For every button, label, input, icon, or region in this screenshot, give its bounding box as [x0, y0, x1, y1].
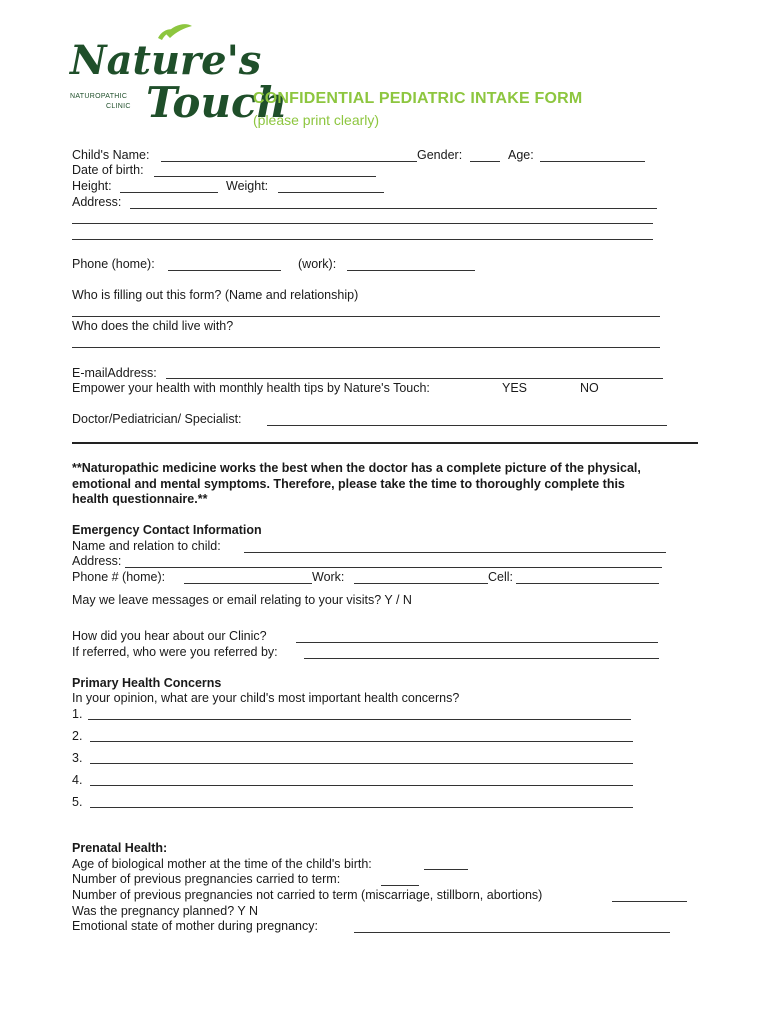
child-name-label: Child's Name:	[72, 148, 150, 162]
emergency-work-label: Work:	[312, 570, 345, 584]
emergency-address-label: Address:	[72, 554, 122, 568]
form-subtitle: (please print clearly)	[253, 112, 380, 128]
child-name-field[interactable]	[161, 161, 417, 162]
concern-field-1[interactable]	[88, 719, 631, 720]
address-field-1[interactable]	[130, 208, 657, 209]
messages-question: May we leave messages or email relating to your visits? Y / N	[72, 593, 412, 607]
concerns-question: In your opinion, what are your child's most important health concerns?	[72, 691, 460, 705]
age-field[interactable]	[540, 161, 645, 162]
section-divider	[72, 442, 698, 444]
heard-about-label: How did you hear about our Clinic?	[72, 629, 267, 643]
emergency-cell-field[interactable]	[516, 583, 659, 584]
phone-work-label: (work):	[298, 257, 337, 271]
height-field[interactable]	[120, 192, 218, 193]
mother-age-label: Age of biological mother at the time of the child's birth:	[72, 857, 372, 871]
mother-age-field[interactable]	[424, 869, 468, 870]
referred-by-label: If referred, who were you referred by:	[72, 645, 278, 659]
notice-line-3: health questionnaire.**	[72, 492, 208, 506]
concern-number-4: 4.	[72, 773, 83, 787]
concern-field-2[interactable]	[90, 741, 633, 742]
dob-label: Date of birth:	[72, 163, 144, 177]
concern-number-1: 1.	[72, 707, 83, 721]
svg-text:CLINIC: CLINIC	[106, 103, 131, 110]
heard-about-field[interactable]	[296, 642, 658, 643]
health-tips-label: Empower your health with monthly health tips by Nature's Touch:	[72, 381, 430, 395]
emergency-heading: Emergency Contact Information	[72, 523, 262, 537]
concern-field-3[interactable]	[90, 763, 633, 764]
who-filling-field[interactable]	[72, 316, 660, 317]
lives-with-field[interactable]	[72, 347, 660, 348]
concern-number-3: 3.	[72, 751, 83, 765]
svg-text:NATUROPATHIC: NATUROPATHIC	[70, 93, 128, 100]
emergency-phone-home-field[interactable]	[184, 583, 312, 584]
gender-label: Gender:	[417, 148, 463, 162]
pregnancy-planned-question: Was the pregnancy planned? Y N	[72, 904, 259, 918]
emotional-state-field[interactable]	[354, 932, 670, 933]
dob-field[interactable]	[154, 176, 376, 177]
phone-home-label: Phone (home):	[72, 257, 155, 271]
tips-yes-option[interactable]: YES	[502, 381, 528, 395]
emergency-name-field[interactable]	[244, 552, 666, 553]
phone-home-field[interactable]	[168, 270, 281, 271]
emotional-state-label: Emotional state of mother during pregnancy:	[72, 919, 318, 933]
tips-no-option[interactable]: NO	[580, 381, 599, 395]
emergency-phone-home-label: Phone # (home):	[72, 570, 166, 584]
form-title: CONFIDENTIAL PEDIATRIC INTAKE FORM	[253, 90, 583, 107]
who-filling-label: Who is filling out this form? (Name and relationship)	[72, 288, 359, 302]
height-label: Height:	[72, 179, 112, 193]
notice-line-2: emotional and mental symptoms. Therefore, please take the time to thoroughly complete this	[72, 477, 625, 491]
concern-number-5: 5.	[72, 795, 83, 809]
emergency-cell-label: Cell:	[488, 570, 514, 584]
not-carried-label: Number of previous pregnancies not carried to term (miscarriage, stillborn, abortions)	[72, 888, 543, 902]
emergency-address-field[interactable]	[125, 567, 662, 568]
notice-line-1: **Naturopathic medicine works the best when the doctor has a complete picture of the physical,	[72, 461, 641, 475]
prenatal-heading: Prenatal Health:	[72, 841, 168, 855]
not-carried-field[interactable]	[612, 901, 687, 902]
email-label: E-mailAddress:	[72, 366, 157, 380]
gender-field[interactable]	[470, 161, 500, 162]
emergency-name-label: Name and relation to child:	[72, 539, 221, 553]
carried-to-term-label: Number of previous pregnancies carried to term:	[72, 872, 341, 886]
lives-with-label: Who does the child live with?	[72, 319, 234, 333]
doctor-field[interactable]	[267, 425, 667, 426]
concerns-heading: Primary Health Concerns	[72, 676, 222, 690]
carried-to-term-field[interactable]	[381, 885, 419, 886]
concern-number-2: 2.	[72, 729, 83, 743]
age-label: Age:	[508, 148, 534, 162]
concern-field-4[interactable]	[90, 785, 633, 786]
doctor-label: Doctor/Pediatrician/ Specialist:	[72, 412, 242, 426]
concern-field-5[interactable]	[90, 807, 633, 808]
weight-label: Weight:	[226, 179, 269, 193]
svg-text:Touch: Touch	[146, 78, 288, 127]
address-field-3[interactable]	[72, 239, 653, 240]
email-field[interactable]	[166, 378, 663, 379]
phone-work-field[interactable]	[347, 270, 475, 271]
svg-text:Nature's: Nature's	[70, 37, 262, 84]
referred-by-field[interactable]	[304, 658, 659, 659]
address-field-2[interactable]	[72, 223, 653, 224]
natures-touch-logo	[66, 22, 288, 127]
weight-field[interactable]	[278, 192, 384, 193]
emergency-work-field[interactable]	[354, 583, 488, 584]
address-label: Address:	[72, 195, 122, 209]
